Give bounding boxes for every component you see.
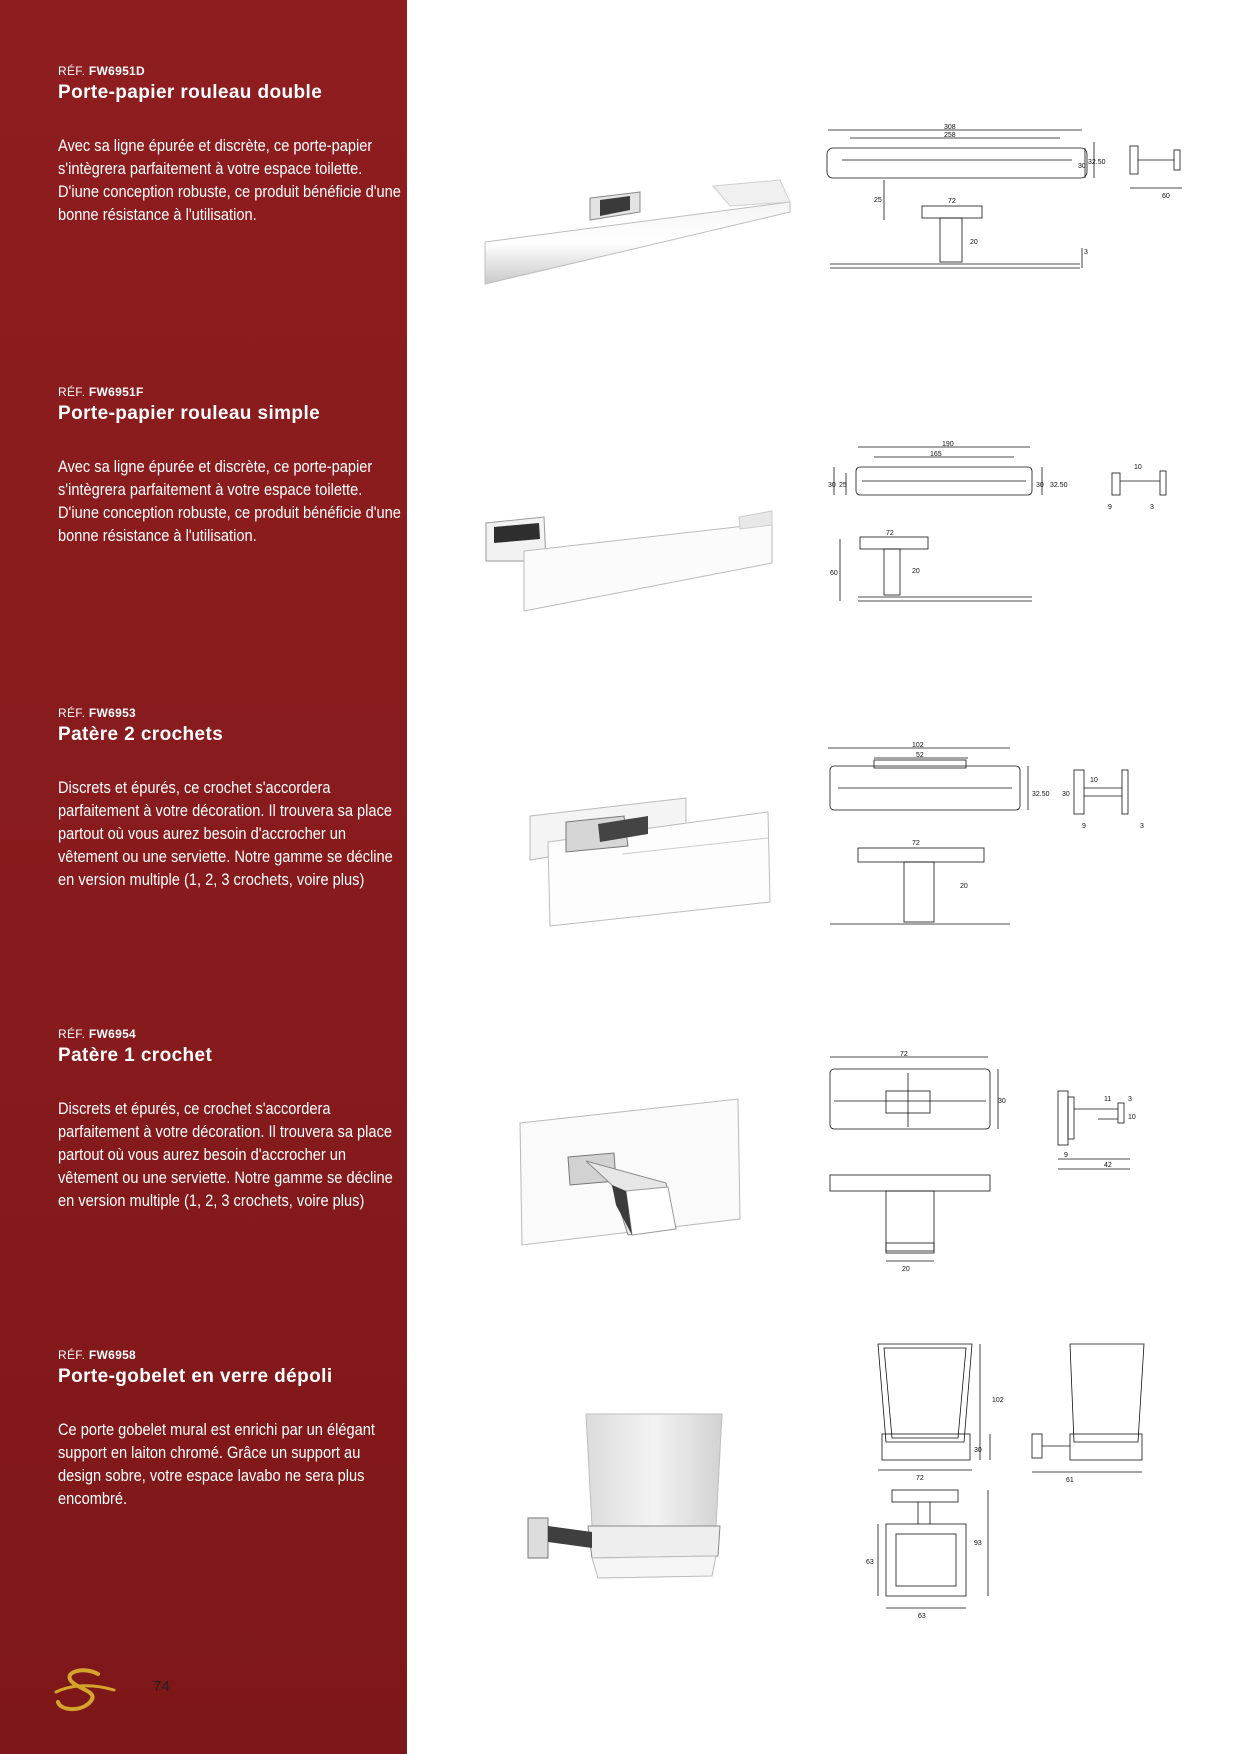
brand-logo-icon [54, 1666, 118, 1716]
dim-label: 10 [1134, 464, 1142, 471]
product-fw6954 [0, 1027, 1241, 1348]
product-description: Avec sa ligne épurée et discrète, ce porte-papier s'intègrera parfaitement à votre espace toilette. D'iune conception robuste, ce produit bénéficie d'une bonne résistance à l'utilisation. [58, 136, 401, 224]
dim-label: 63 [866, 1559, 874, 1566]
technical-drawing [864, 1340, 1204, 1640]
dim-label: 10 [1090, 777, 1098, 784]
product-fw6951d [0, 64, 1241, 385]
dim-label: 3 [1084, 249, 1088, 256]
product-title: Porte-papier rouleau simple [58, 403, 321, 424]
dim-label: 72 [916, 1475, 924, 1482]
product-title: Porte-papier rouleau double [58, 82, 323, 103]
product-ref: RÉF. FW6951D [58, 64, 145, 78]
dim-label: 102 [912, 742, 924, 749]
dim-label: 30 [1078, 163, 1086, 170]
product-fw6951f [0, 385, 1241, 706]
dim-label: 102 [992, 1397, 1004, 1404]
dim-label: 30 [1062, 791, 1070, 798]
dim-label: 72 [886, 530, 894, 537]
dim-label: 10 [1128, 1114, 1136, 1121]
dim-label: 9 [1082, 823, 1086, 830]
dim-label: 20 [912, 568, 920, 575]
dim-label: 93 [974, 1540, 982, 1547]
product-description: Avec sa ligne épurée et discrète, ce porte-papier s'intègrera parfaitement à votre espace toilette. D'iune conception robuste, ce produit bénéficie d'une bonne résistance à l'utilisation. [58, 457, 401, 545]
dim-label: 20 [960, 883, 968, 890]
technical-drawing [822, 1047, 1202, 1297]
dim-label: 30 [974, 1447, 982, 1454]
technical-drawing [822, 437, 1202, 617]
dim-label: 25 [839, 482, 847, 489]
page-number: 74 [153, 1678, 170, 1695]
dim-label: 32.50 [1050, 482, 1068, 489]
dim-label: 20 [970, 239, 978, 246]
technical-drawing [822, 740, 1202, 950]
dim-label: 72 [912, 840, 920, 847]
product-ref: RÉF. FW6958 [58, 1348, 137, 1362]
product-description: Discrets et épurés, ce crochet s'accordera parfaitement à votre décoration. Il trouvera sa place partout où vous aurez besoin d'accrocher un vêtement ou une serviette. Notre gamme se décline en version multiple (1, 2, 3 crochets, voire plus) [58, 1099, 393, 1210]
dim-label: 11 [1104, 1096, 1112, 1103]
dim-label: 3 [1140, 823, 1144, 830]
product-photo [484, 503, 774, 613]
dim-label: 72 [900, 1051, 908, 1058]
dim-label: 3 [1128, 1096, 1132, 1103]
dim-label: 165 [930, 451, 942, 458]
dim-label: 25 [874, 197, 882, 204]
dim-label: 61 [1066, 1477, 1074, 1484]
technical-drawing [822, 120, 1202, 290]
dim-label: 52 [916, 752, 924, 759]
product-title: Patère 2 crochets [58, 724, 224, 745]
product-fw6958 [0, 1348, 1241, 1669]
product-title: Porte-gobelet en verre dépoli [58, 1366, 333, 1387]
product-description: Discrets et épurés, ce crochet s'accordera parfaitement à votre décoration. Il trouvera sa place partout où vous aurez besoin d'accrocher un vêtement ou une serviette. Notre gamme se décline en version multiple (1, 2, 3 crochets, voire plus) [58, 778, 393, 889]
dim-label: 32.50 [1032, 791, 1050, 798]
dim-label: 30 [998, 1098, 1006, 1105]
dim-label: 9 [1064, 1152, 1068, 1159]
dim-label: 308 [944, 124, 956, 131]
product-title: Patère 1 crochet [58, 1045, 213, 1066]
product-photo [528, 794, 778, 934]
dim-label: 63 [918, 1613, 926, 1620]
dim-label: 30 [828, 482, 836, 489]
product-photo [480, 172, 795, 322]
product-description: Ce porte gobelet mural est enrichi par un élégant support en laiton chromé. Grâce un support au design sobre, votre espace lavabo ne sera plus encombré. [58, 1420, 375, 1508]
dim-label: 190 [942, 441, 954, 448]
dim-label: 20 [902, 1266, 910, 1273]
product-ref: RÉF. FW6951F [58, 385, 144, 399]
dim-label: 72 [948, 198, 956, 205]
dim-label: 258 [944, 132, 956, 139]
dim-label: 9 [1108, 504, 1112, 511]
product-ref: RÉF. FW6954 [58, 1027, 137, 1041]
dim-label: 60 [1162, 193, 1170, 200]
product-ref: RÉF. FW6953 [58, 706, 137, 720]
dim-label: 30 [1036, 482, 1044, 489]
product-fw6953 [0, 706, 1241, 1027]
dim-label: 32.50 [1088, 159, 1106, 166]
dim-label: 60 [830, 570, 838, 577]
dim-label: 42 [1104, 1162, 1112, 1169]
product-photo [526, 1408, 726, 1588]
product-photo [516, 1095, 746, 1275]
dim-label: 3 [1150, 504, 1154, 511]
